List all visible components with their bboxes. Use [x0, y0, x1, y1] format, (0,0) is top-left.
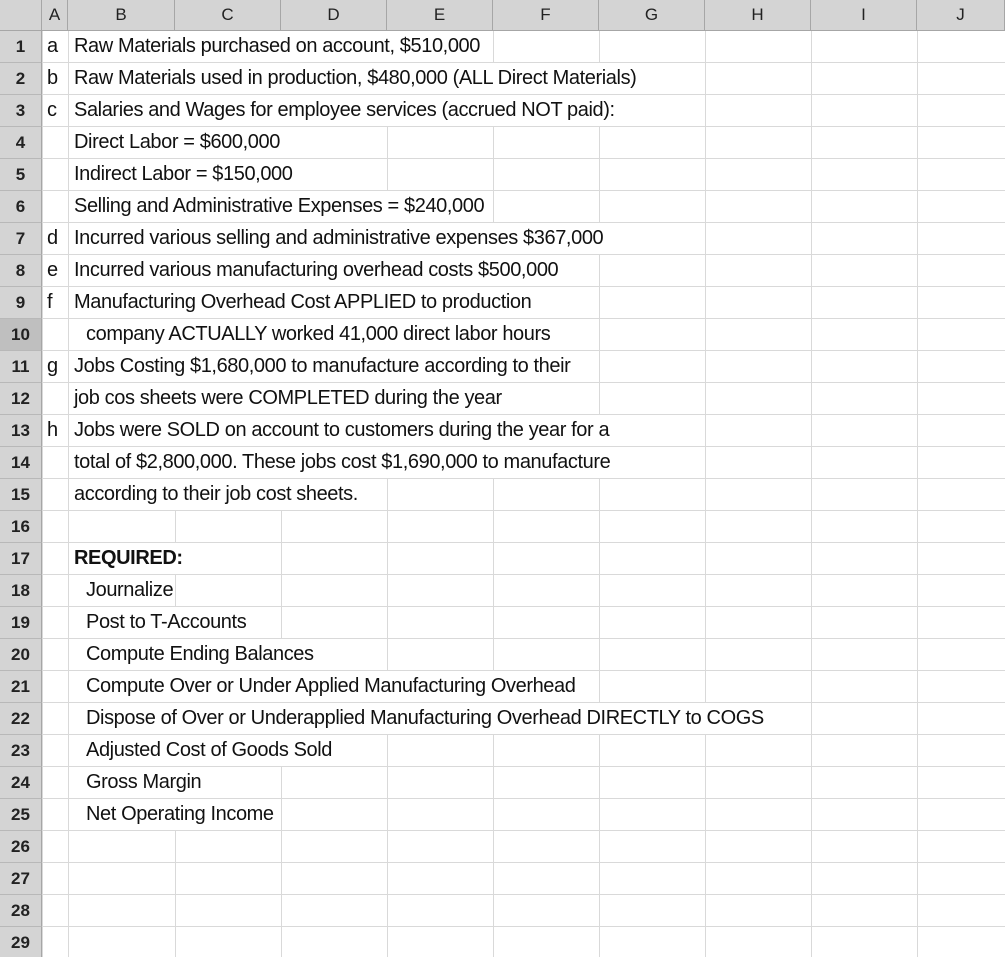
gridline-vertical	[387, 31, 388, 957]
cell-a1[interactable]: a	[47, 35, 59, 57]
cell-a13[interactable]: h	[47, 419, 59, 441]
row-header-14[interactable]: 14	[0, 447, 42, 479]
row-header-3[interactable]: 3	[0, 95, 42, 127]
row-header-5[interactable]: 5	[0, 159, 42, 191]
cell-b17[interactable]: REQUIRED:	[74, 543, 185, 574]
row-header-7[interactable]: 7	[0, 223, 42, 255]
gridline-vertical	[917, 31, 918, 957]
cell-a8[interactable]: e	[47, 259, 59, 281]
column-header-h[interactable]: H	[705, 0, 811, 31]
cell-b24[interactable]: Gross Margin	[86, 767, 203, 798]
cell-b9[interactable]: Manufacturing Overhead Cost APPLIED to production	[74, 287, 533, 318]
cell-b18[interactable]: Journalize	[86, 575, 175, 606]
row-header-19[interactable]: 19	[0, 607, 42, 639]
select-all-corner[interactable]	[0, 0, 42, 31]
cell-a3[interactable]: c	[47, 99, 57, 121]
cell-a2[interactable]: b	[47, 67, 59, 89]
cell-b21[interactable]: Compute Over or Under Applied Manufacturing Overhead	[86, 671, 577, 702]
cell-b2[interactable]: Raw Materials used in production, $480,000 (ALL Direct Materials)	[74, 63, 638, 94]
cell-b14[interactable]: total of $2,800,000. These jobs cost $1,690,000 to manufacture	[74, 447, 612, 478]
row-header-1[interactable]: 1	[0, 31, 42, 63]
cell-b5[interactable]: Indirect Labor = $150,000	[74, 159, 295, 190]
cell-b23[interactable]: Adjusted Cost of Goods Sold	[86, 735, 334, 766]
row-header-4[interactable]: 4	[0, 127, 42, 159]
column-header-d[interactable]: D	[281, 0, 387, 31]
gridline-horizontal	[42, 926, 1005, 927]
column-header-i[interactable]: I	[811, 0, 917, 31]
column-header-f[interactable]: F	[493, 0, 599, 31]
gridline-horizontal	[42, 830, 1005, 831]
cell-b12[interactable]: job cos sheets were COMPLETED during the year	[74, 383, 504, 414]
gridline-horizontal	[42, 862, 1005, 863]
gridline-horizontal	[42, 574, 1005, 575]
cell-b13[interactable]: Jobs were SOLD on account to customers during the year for a	[74, 415, 611, 446]
row-header-12[interactable]: 12	[0, 383, 42, 415]
row-header-10[interactable]: 10	[0, 319, 42, 351]
gridline-horizontal	[42, 510, 1005, 511]
gridline-vertical	[811, 31, 812, 957]
cell-a7[interactable]: d	[47, 227, 59, 249]
cell-b25[interactable]: Net Operating Income	[86, 799, 276, 830]
cell-a9[interactable]: f	[47, 291, 53, 313]
row-header-8[interactable]: 8	[0, 255, 42, 287]
column-header-g[interactable]: G	[599, 0, 705, 31]
column-header-b[interactable]: B	[68, 0, 175, 31]
row-header-28[interactable]: 28	[0, 895, 42, 927]
column-header-e[interactable]: E	[387, 0, 493, 31]
gridline-vertical	[493, 31, 494, 957]
row-header-17[interactable]: 17	[0, 543, 42, 575]
row-header-15[interactable]: 15	[0, 479, 42, 511]
row-header-25[interactable]: 25	[0, 799, 42, 831]
row-header-22[interactable]: 22	[0, 703, 42, 735]
gridline-vertical	[68, 31, 69, 957]
cell-b4[interactable]: Direct Labor = $600,000	[74, 127, 282, 158]
cell-b10[interactable]: company ACTUALLY worked 41,000 direct labor hours	[86, 319, 552, 350]
gridline-horizontal	[42, 894, 1005, 895]
gridline-vertical	[42, 31, 43, 957]
gridline-vertical	[599, 31, 600, 957]
row-header-6[interactable]: 6	[0, 191, 42, 223]
row-header-9[interactable]: 9	[0, 287, 42, 319]
row-header-24[interactable]: 24	[0, 767, 42, 799]
cell-b8[interactable]: Incurred various manufacturing overhead costs $500,000	[74, 255, 560, 286]
cell-b3[interactable]: Salaries and Wages for employee services (accrued NOT paid):	[74, 95, 617, 126]
cell-b1[interactable]: Raw Materials purchased on account, $510,000	[74, 31, 482, 62]
column-header-c[interactable]: C	[175, 0, 281, 31]
gridline-vertical	[705, 31, 706, 957]
row-header-29[interactable]: 29	[0, 927, 42, 957]
row-header-18[interactable]: 18	[0, 575, 42, 607]
row-header-13[interactable]: 13	[0, 415, 42, 447]
row-header-26[interactable]: 26	[0, 831, 42, 863]
row-header-23[interactable]: 23	[0, 735, 42, 767]
cell-a11[interactable]: g	[47, 355, 59, 377]
gridline-horizontal	[42, 542, 1005, 543]
column-header-j[interactable]: J	[917, 0, 1005, 31]
cell-b15[interactable]: according to their job cost sheets.	[74, 479, 360, 510]
column-header-a[interactable]: A	[42, 0, 68, 31]
cell-b20[interactable]: Compute Ending Balances	[86, 639, 316, 670]
cell-b11[interactable]: Jobs Costing $1,680,000 to manufacture according to their	[74, 351, 572, 382]
cell-b22[interactable]: Dispose of Over or Underapplied Manufacturing Overhead DIRECTLY to COGS	[86, 703, 766, 734]
row-header-21[interactable]: 21	[0, 671, 42, 703]
cell-b19[interactable]: Post to T-Accounts	[86, 607, 248, 638]
row-header-20[interactable]: 20	[0, 639, 42, 671]
cell-b7[interactable]: Incurred various selling and administrative expenses $367,000	[74, 223, 605, 254]
row-header-27[interactable]: 27	[0, 863, 42, 895]
cell-b6[interactable]: Selling and Administrative Expenses = $240,000	[74, 191, 486, 222]
row-header-16[interactable]: 16	[0, 511, 42, 543]
row-header-2[interactable]: 2	[0, 63, 42, 95]
row-header-11[interactable]: 11	[0, 351, 42, 383]
